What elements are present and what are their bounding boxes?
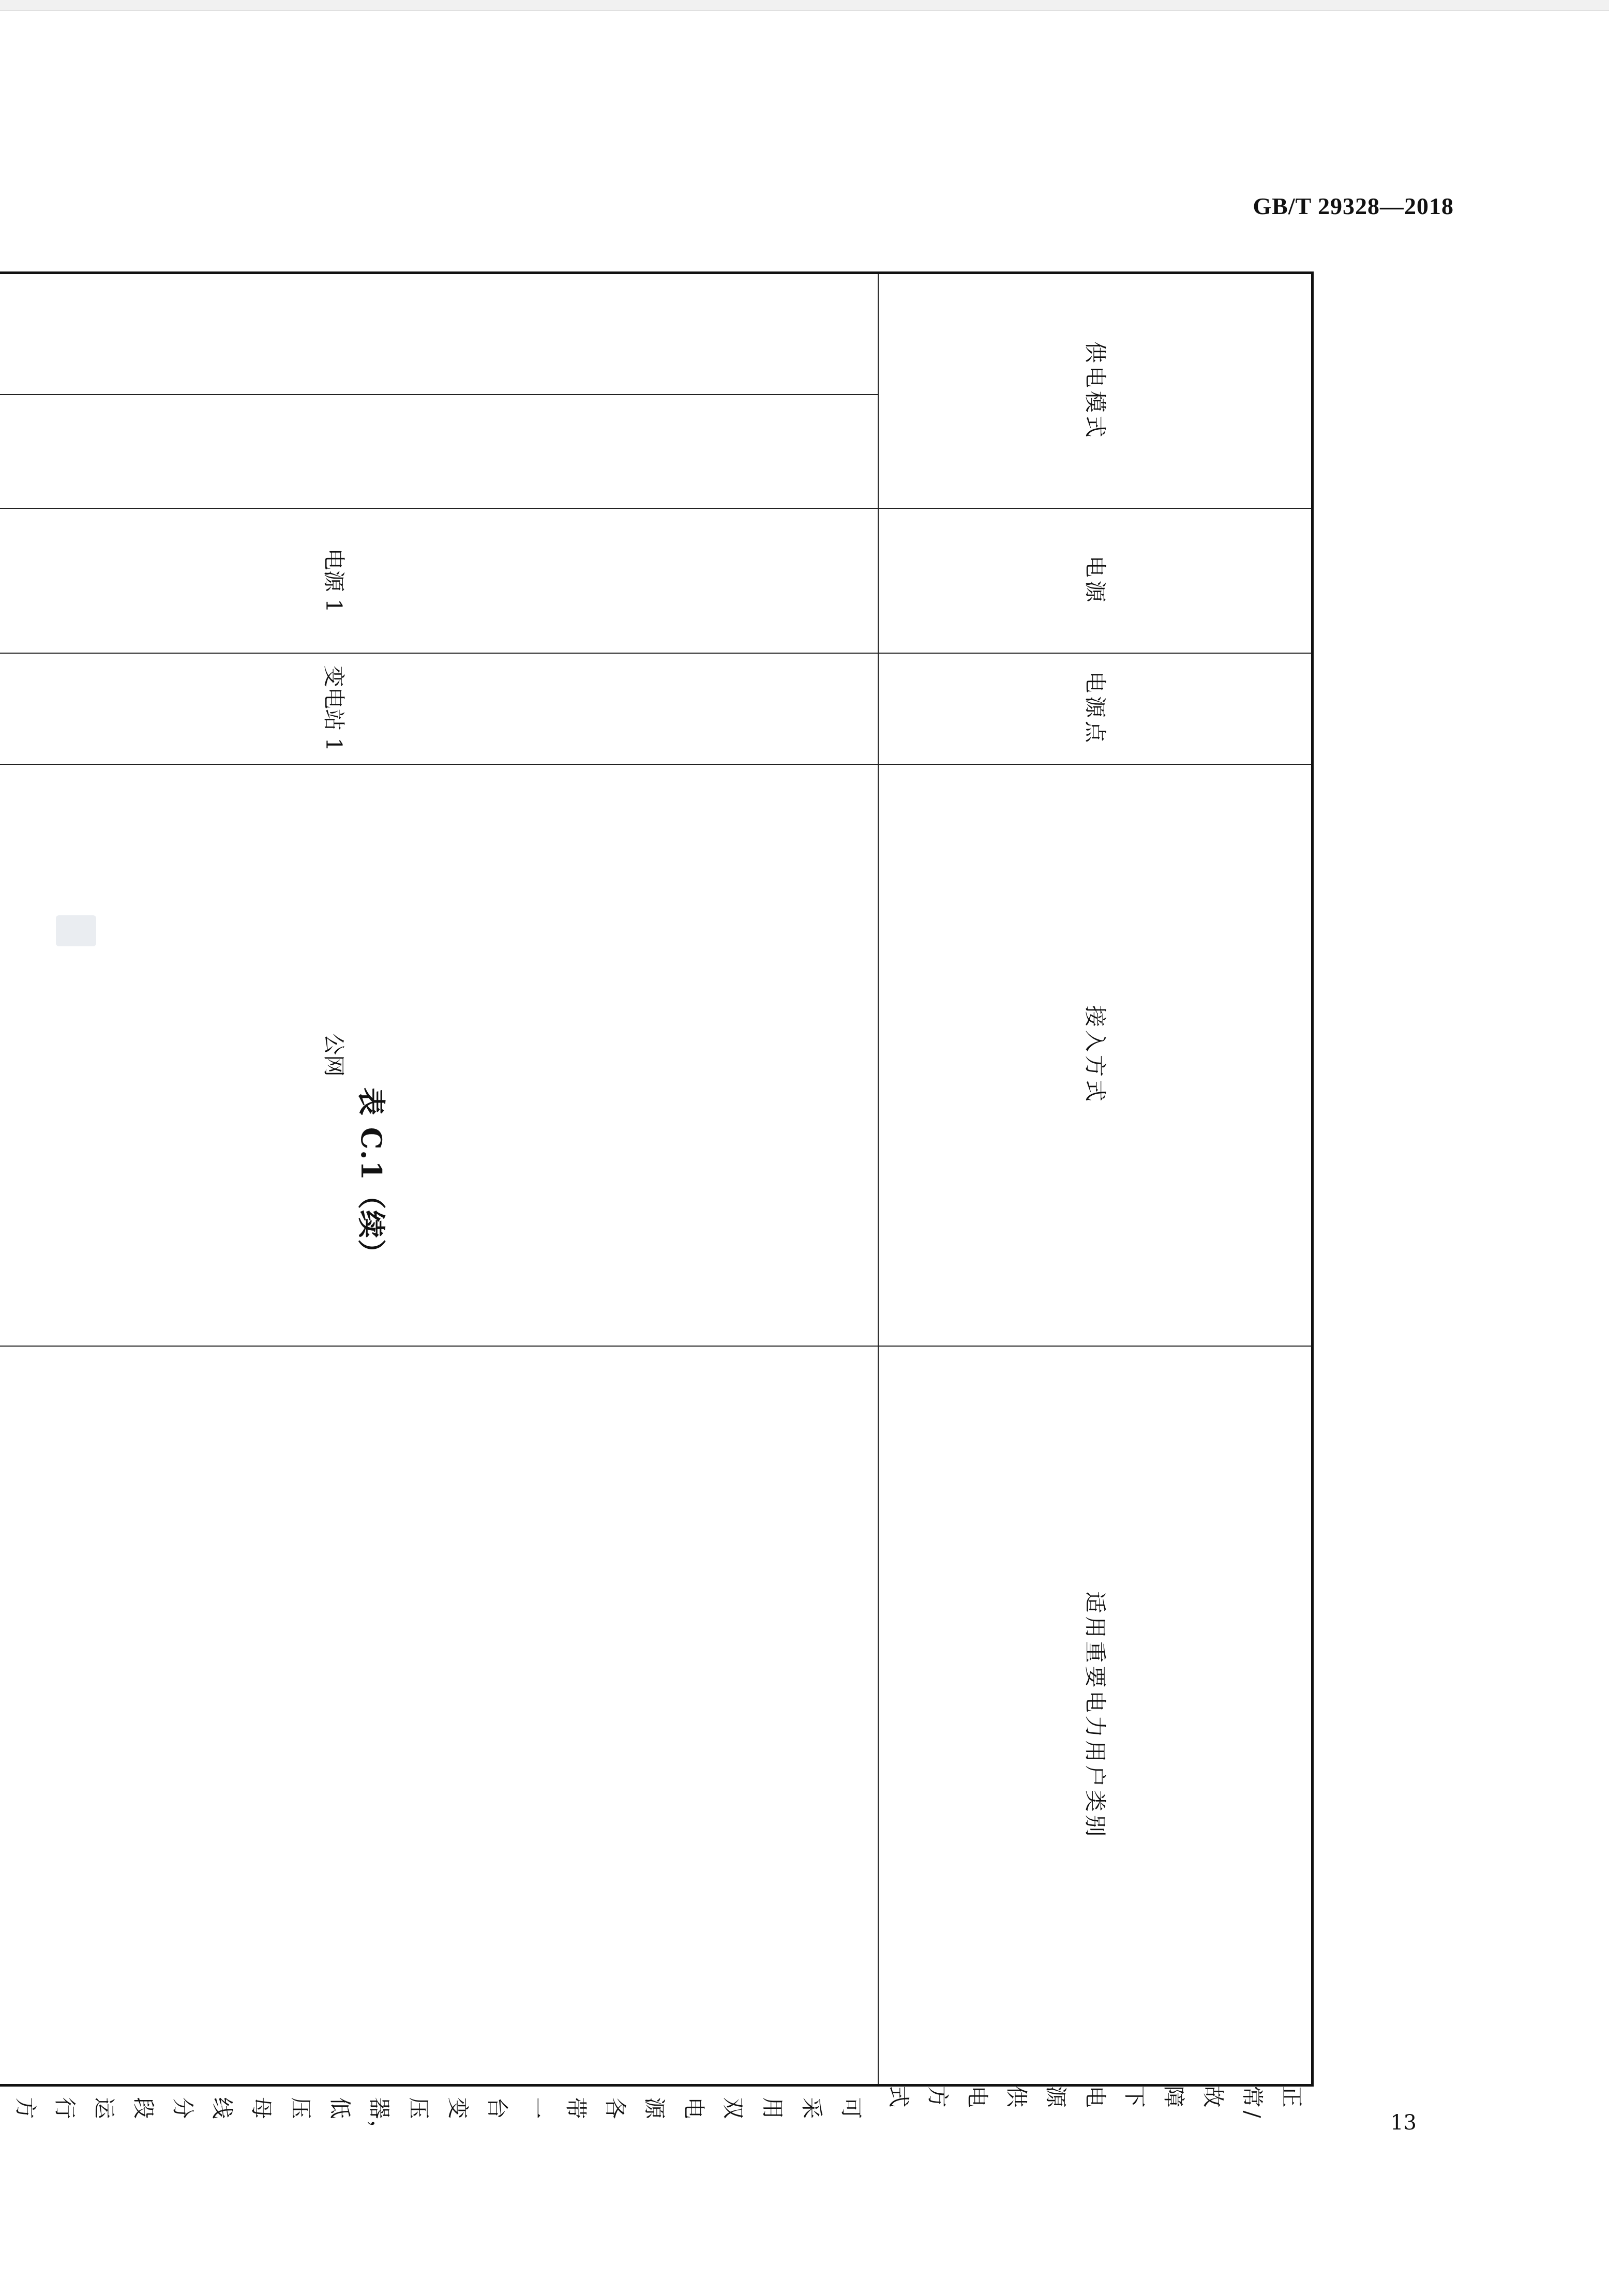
header-source: 电源 [878,508,1313,653]
scan-top-bar [0,0,1609,11]
table-caption: 表 C.1（续） [355,1087,388,1268]
mode-code [0,395,878,508]
supply-mode-table [0,271,1314,2143]
page-number: 13 [1390,2111,1417,2135]
header-supply-mode: 供电模式 [878,273,1313,508]
source-cell: 电源 1 [0,508,878,653]
point-cell: 变电站 1 [0,653,878,764]
category-cell [0,1346,878,2086]
table-row: 电源 1 变电站 1 公网 可采用双电源各带一台变压器，低压母线分段运行方 [0,273,878,2086]
document-code: GB/T 29328—2018 [1253,193,1454,219]
access-cell: 公网 [0,764,878,1346]
header-user-category: 适用重要电力用户类别 [878,1346,1313,2086]
header-source-point: 电源点 [878,653,1313,764]
table-header-row: 供电模式 电源 电源点 接入方式 适用重要电力用户类别 正常/故障下电源供电方式 [878,273,1313,2086]
rotated-table-area [13,271,1314,2143]
header-access-mode: 接入方式 [878,764,1313,1346]
group-cell [0,273,878,395]
